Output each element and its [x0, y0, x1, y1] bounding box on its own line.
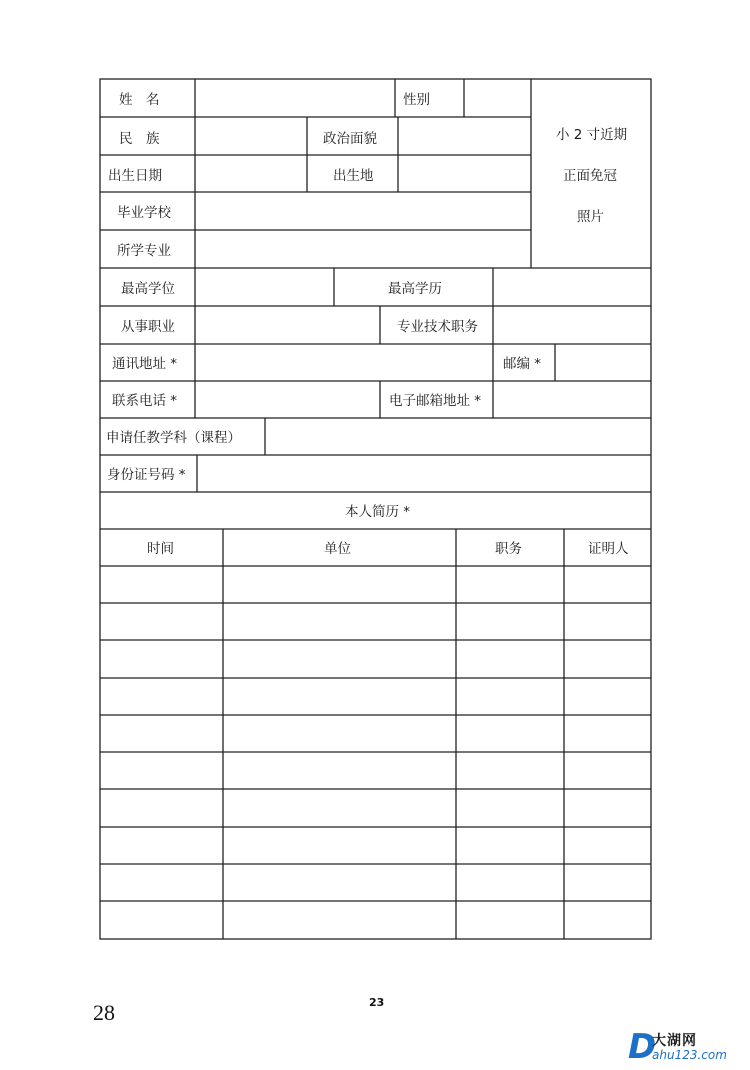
watermark-name: 大湖网 — [652, 1033, 697, 1049]
label-gender: 性别 — [403, 92, 430, 108]
label-id-number: 身份证号码 * — [107, 467, 186, 483]
label-highest-degree: 最高学位 — [121, 281, 175, 297]
label-birth-date: 出生日期 — [108, 168, 162, 184]
photo-instruction-line2: 正面免冠 — [563, 168, 617, 184]
label-ethnicity: 民 族 — [119, 131, 160, 147]
label-postcode: 邮编 * — [503, 356, 542, 372]
label-occupation: 从事职业 — [121, 319, 175, 335]
label-email: 电子邮箱地址 * — [389, 393, 482, 409]
label-name: 姓 名 — [119, 92, 160, 108]
label-birthplace: 出生地 — [333, 168, 374, 184]
resume-col-reference: 证明人 — [588, 541, 629, 557]
page-number-left: 28 — [93, 1000, 115, 1025]
label-political-status: 政治面貌 — [323, 131, 377, 147]
label-professional-title: 专业技术职务 — [397, 319, 478, 335]
watermark-url: ahu123.com — [652, 1048, 727, 1062]
site-watermark-logo — [628, 1028, 746, 1068]
photo-instruction-line3: 照片 — [577, 209, 604, 225]
label-address: 通讯地址 * — [112, 356, 178, 372]
label-teaching-subject: 申请任教学科（课程） — [106, 430, 241, 446]
label-phone: 联系电话 * — [112, 393, 178, 409]
label-major: 所学专业 — [117, 243, 171, 259]
watermark-letter: D — [628, 1027, 657, 1067]
resume-col-employer: 单位 — [324, 541, 351, 557]
photo-instruction-line1: 小 2 寸近期 — [556, 127, 628, 143]
page-number-center: 23 — [369, 996, 385, 1009]
resume-col-position: 职务 — [495, 541, 522, 557]
resume-col-time: 时间 — [147, 541, 174, 557]
label-highest-education: 最高学历 — [388, 281, 442, 297]
label-school: 毕业学校 — [117, 205, 171, 221]
resume-title: 本人简历 * — [345, 504, 411, 520]
